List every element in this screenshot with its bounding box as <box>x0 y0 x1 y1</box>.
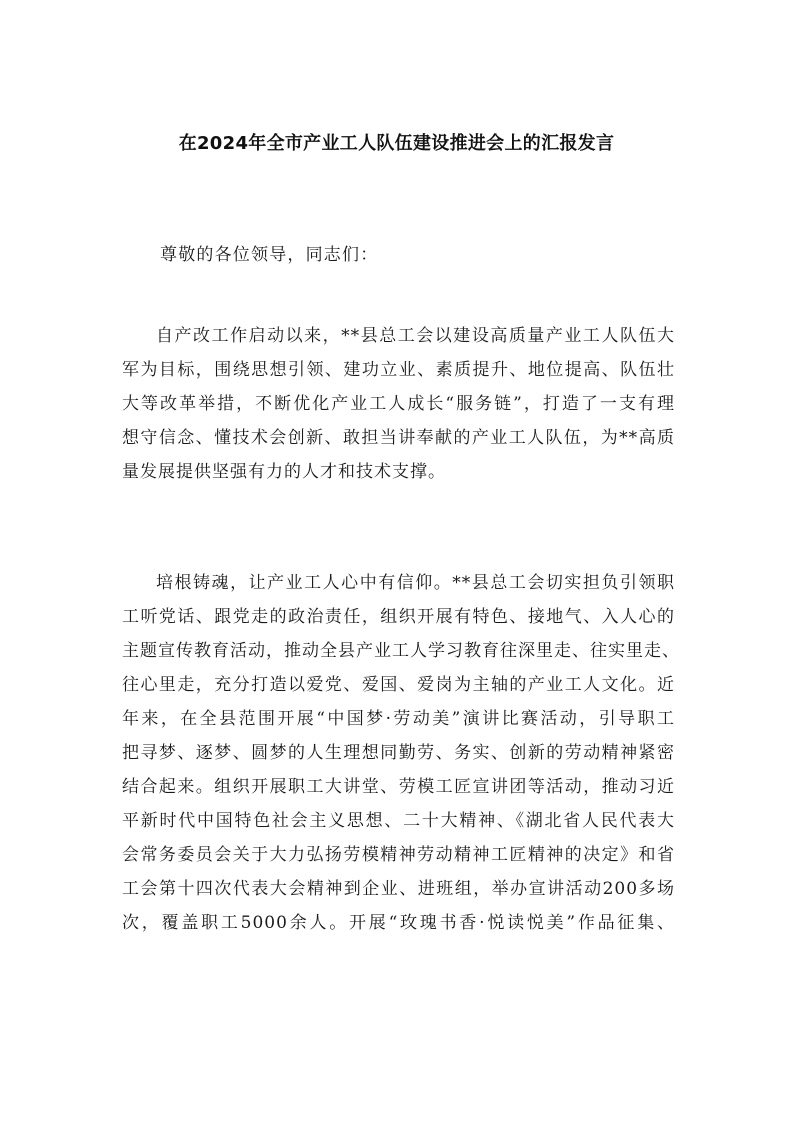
paragraph-line: 想守信念、懂技术会创新、敢担当讲奉献的产业工人队伍，为**高质 <box>122 428 675 448</box>
paragraph-line: 把寻梦、逐梦、圆梦的人生理想同勤劳、务实、创新的劳动精神紧密 <box>122 743 675 763</box>
document-title: 在2024年全市产业工人队伍建设推进会上的汇报发言 <box>178 133 615 154</box>
paragraph-intro <box>122 319 675 489</box>
paragraph-line: 军为目标，围绕思想引领、建功立业、素质提升、地位提高、队伍壮 <box>122 360 675 380</box>
paragraph-line: 结合起来。组织开展职工大讲堂、劳模工匠宣讲团等活动，推动习近 <box>122 777 675 797</box>
paragraph-line: 主题宣传教育活动，推动全县产业工人学习教育往深里走、往实里走、 <box>122 641 680 661</box>
paragraph-line: 工会第十四次代表大会精神到企业、进班组，举办宣讲活动200多场 <box>122 879 675 899</box>
paragraph-line: 会常务委员会关于大力弘扬劳模精神劳动精神工匠精神的决定》和省 <box>122 845 675 865</box>
paragraph-line: 工听党话、跟党走的政治责任，组织开展有特色、接地气、入人心的 <box>122 607 675 627</box>
paragraph-line: 自产改工作启动以来，**县总工会以建设高质量产业工人队伍大 <box>156 326 675 346</box>
salutation: 尊敬的各位领导，同志们： <box>160 245 379 265</box>
paragraph-line: 量发展提供坚强有力的人才和技术支撑。 <box>122 462 446 482</box>
paragraph-line: 培根铸魂，让产业工人心中有信仰。**县总工会切实担负引领职 <box>156 573 675 593</box>
paragraph-line: 平新时代中国特色社会主义思想、二十大精神、《湖北省人民代表大 <box>122 811 675 831</box>
paragraph-culture <box>122 566 680 940</box>
paragraph-line: 大等改革举措，不断优化产业工人成长“服务链”，打造了一支有理 <box>122 394 675 414</box>
paragraph-line: 次，覆盖职工5000余人。开展“玫瑰书香·悦读悦美”作品征集、 <box>122 913 675 933</box>
paragraph-line: 往心里走，充分打造以爱党、爱国、爱岗为主轴的产业工人文化。近 <box>122 675 675 695</box>
paragraph-line: 年来，在全县范围开展“中国梦·劳动美”演讲比赛活动，引导职工 <box>122 709 675 729</box>
